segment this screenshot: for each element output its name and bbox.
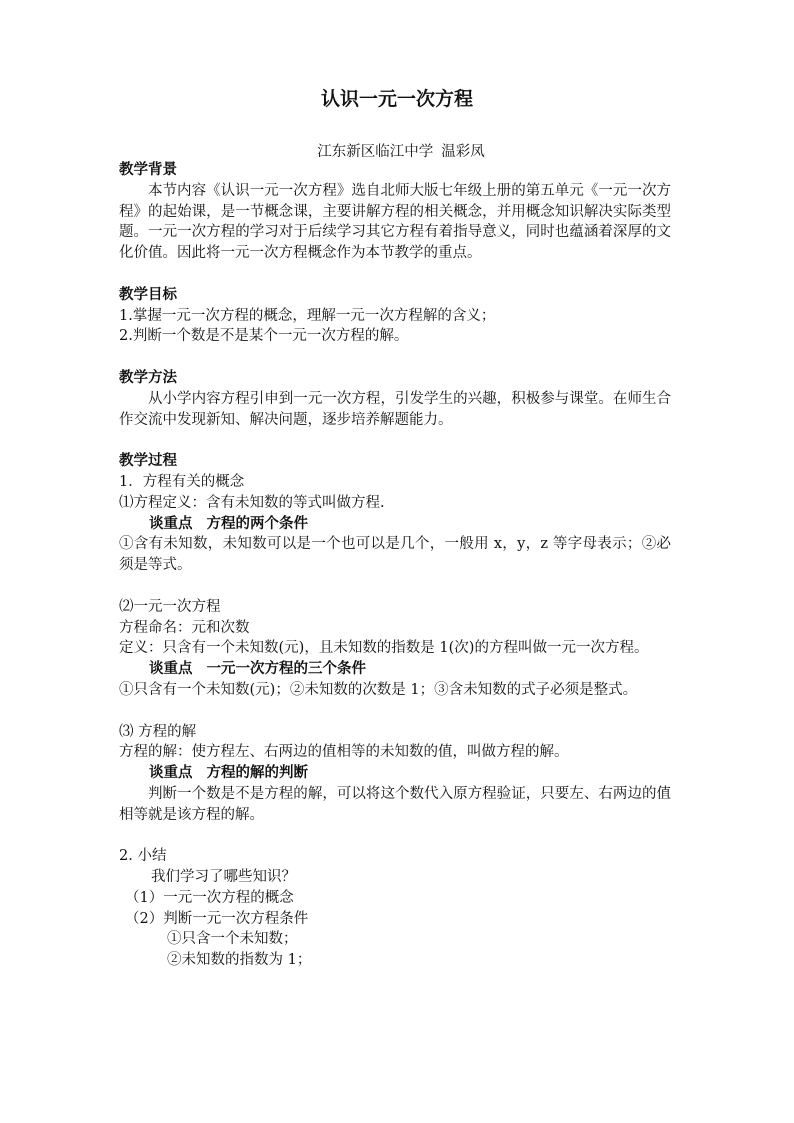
focus-title: 一元一次方程的三个条件 xyxy=(206,660,366,678)
summary-subitem-2: ②未知数的指数为 1； xyxy=(167,952,312,969)
focus-text-3: 判断一个数是不是方程的解，可以将这个数代入原方程验证，只要左、右两边的值相等就是该方程的解。 xyxy=(119,785,671,823)
section2-title: 2. 小结 xyxy=(119,848,167,865)
process-heading: 教学过程 xyxy=(119,453,177,470)
focus-text-1: ①含有未知数，未知数可以是一个也可以是几个，一般用 x，y，z 等字母表示；②必须是等式。 xyxy=(119,536,671,574)
part2-title: ⑵一元一次方程 xyxy=(119,598,221,615)
naming-text: 方程命名：元和次数 xyxy=(119,619,250,636)
focus-title: 方程的两个条件 xyxy=(206,514,308,532)
equation-definition: ⑴方程定义：含有未知数的等式叫做方程. xyxy=(119,494,385,511)
focus-heading-2 xyxy=(119,659,671,680)
author-line xyxy=(0,142,794,162)
focus-label: 谈重点 xyxy=(149,764,193,782)
summary-item-1: （1）一元一次方程的概念 xyxy=(125,889,294,906)
focus-label: 谈重点 xyxy=(149,660,193,678)
solution-definition: 方程的解：使方程左、右两边的值相等的未知数的值，叫做方程的解。 xyxy=(119,744,569,761)
goal-item-2: 2.判断一个数是不是某个一元一次方程的解。 xyxy=(119,328,409,345)
goals-heading: 教学目标 xyxy=(119,286,177,303)
background-heading: 教学背景 xyxy=(119,162,177,178)
part3-title: ⑶ 方程的解 xyxy=(119,723,197,740)
focus-text-2: ①只含有一个未知数(元)；②未知数的次数是 1；③含未知数的式子必须是整式。 xyxy=(119,681,638,698)
methods-text: 从小学内容方程引申到一元一次方程，引发学生的兴趣，积极参与课堂。在师生合作交流中发现新知、解决问题，逐步培养解题能力。 xyxy=(119,390,671,428)
goal-item-1: 1.掌握一元一次方程的概念，理解一元一次方程解的含义； xyxy=(119,307,496,324)
focus-heading-3 xyxy=(119,763,671,784)
linear-equation-definition: 定义：只含有一个未知数(元)，且未知数的指数是 1(次)的方程叫做一元一次方程。 xyxy=(119,640,649,657)
focus-title: 方程的解的判断 xyxy=(206,764,308,782)
focus-heading-1 xyxy=(119,514,671,535)
author-name: 温彩凤 xyxy=(441,144,485,160)
summary-item-2: （2）判断一元一次方程条件 xyxy=(125,910,309,927)
summary-subitem-1: ①只含一个未知数； xyxy=(167,931,298,948)
background-text: 本节内容《认识一元一次方程》选自北师大版七年级上册的第五单元《一元一次方程》的起始课，是一节概念课，主要讲解方程的相关概念，并用概念知识解决实际类型题。一元一次方程的学习对于后续学习其它方程有着指导意义，同时也蕴涵着深厚的文化价值。因此将一元一次方程概念作为本节教学的重点。 xyxy=(119,182,671,262)
author-school: 江东新区临江中学 xyxy=(317,144,434,160)
summary-question: 我们学习了哪些知识？ xyxy=(151,869,296,886)
focus-label: 谈重点 xyxy=(149,514,193,532)
document-body xyxy=(119,160,671,971)
document-title: 认识一元一次方程 xyxy=(320,88,473,110)
methods-heading: 教学方法 xyxy=(119,369,177,386)
section1-title: 1．方程有关的概念 xyxy=(119,473,245,490)
